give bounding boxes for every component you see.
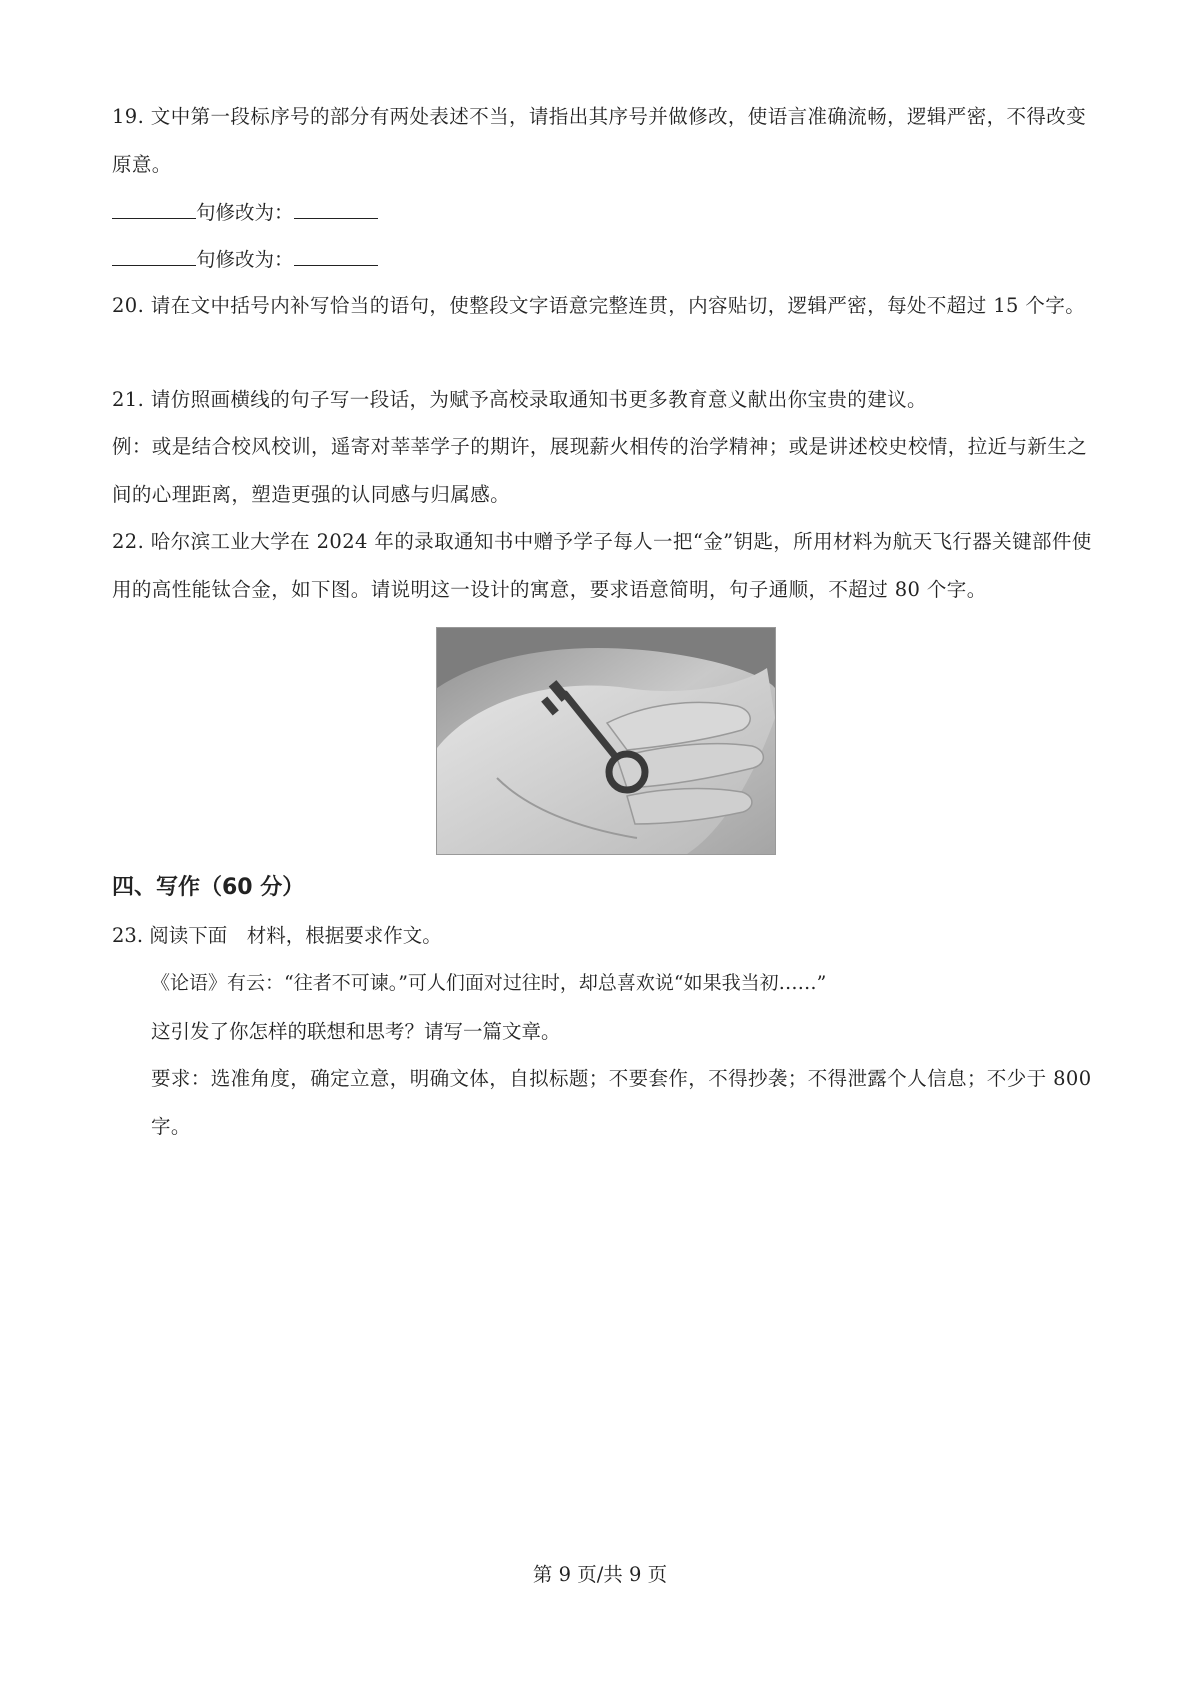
- blank-underline: [112, 198, 196, 219]
- page-number: 第 9 页/共 9 页: [532, 1563, 668, 1586]
- question-23-text: 23. 阅读下面 材料，根据要求作文。: [112, 924, 442, 947]
- blank-underline: [294, 198, 378, 219]
- q19-line2-label: 句修改为：: [196, 248, 294, 271]
- q19-answer-line-1: [112, 198, 378, 228]
- key-photo-illustration: [437, 628, 775, 854]
- question-21-text: 21. 请仿照画横线的句子写一段话，为赋予高校录取通知书更多教育意义献出你宝贵的建议。: [112, 388, 927, 411]
- blank-underline: [112, 245, 196, 266]
- question-20-text: 20. 请在文中括号内补写恰当的语句，使整段文字语意完整连贯，内容贴切，逻辑严密，每处不超过 15 个字。: [112, 294, 1086, 317]
- key-in-hand-photo: [436, 627, 776, 855]
- q19-line1-label: 句修改为：: [196, 201, 294, 224]
- question-22-text: 22. 哈尔滨工业大学在 2024 年的录取通知书中赠予学子每人一把“金”钥匙，所用材料为航天飞行器关键部件使用的高性能钛合金，如下图。请说明这一设计的寓意，要求语意简明，句子通顺，不超过 80 个字。: [112, 530, 1092, 601]
- section-4-heading: 四、写作（60 分）: [112, 875, 305, 900]
- q23-requirement: 要求：选准角度，确定立意，明确文体，自拟标题；不要套作，不得抄袭；不得泄露个人信息；不少于 800 字。: [151, 1067, 1092, 1138]
- q23-prompt: 这引发了你怎样的联想和思考？请写一篇文章。: [151, 1020, 561, 1043]
- q19-answer-line-2: [112, 245, 378, 275]
- blank-underline: [294, 245, 378, 266]
- question-19-text: 19. 文中第一段标序号的部分有两处表述不当，请指出其序号并做修改，使语言准确流畅，逻辑严密，不得改变原意。: [112, 105, 1087, 176]
- question-21-example: 例：或是结合校风校训，遥寄对莘莘学子的期许，展现薪火相传的治学精神；或是讲述校史校情，拉近与新生之间的心理距离，塑造更强的认同感与归属感。: [112, 435, 1088, 506]
- q23-quote: 《论语》有云：“往者不可谏。”可人们面对过往时，却总喜欢说“如果我当初……”: [151, 972, 827, 994]
